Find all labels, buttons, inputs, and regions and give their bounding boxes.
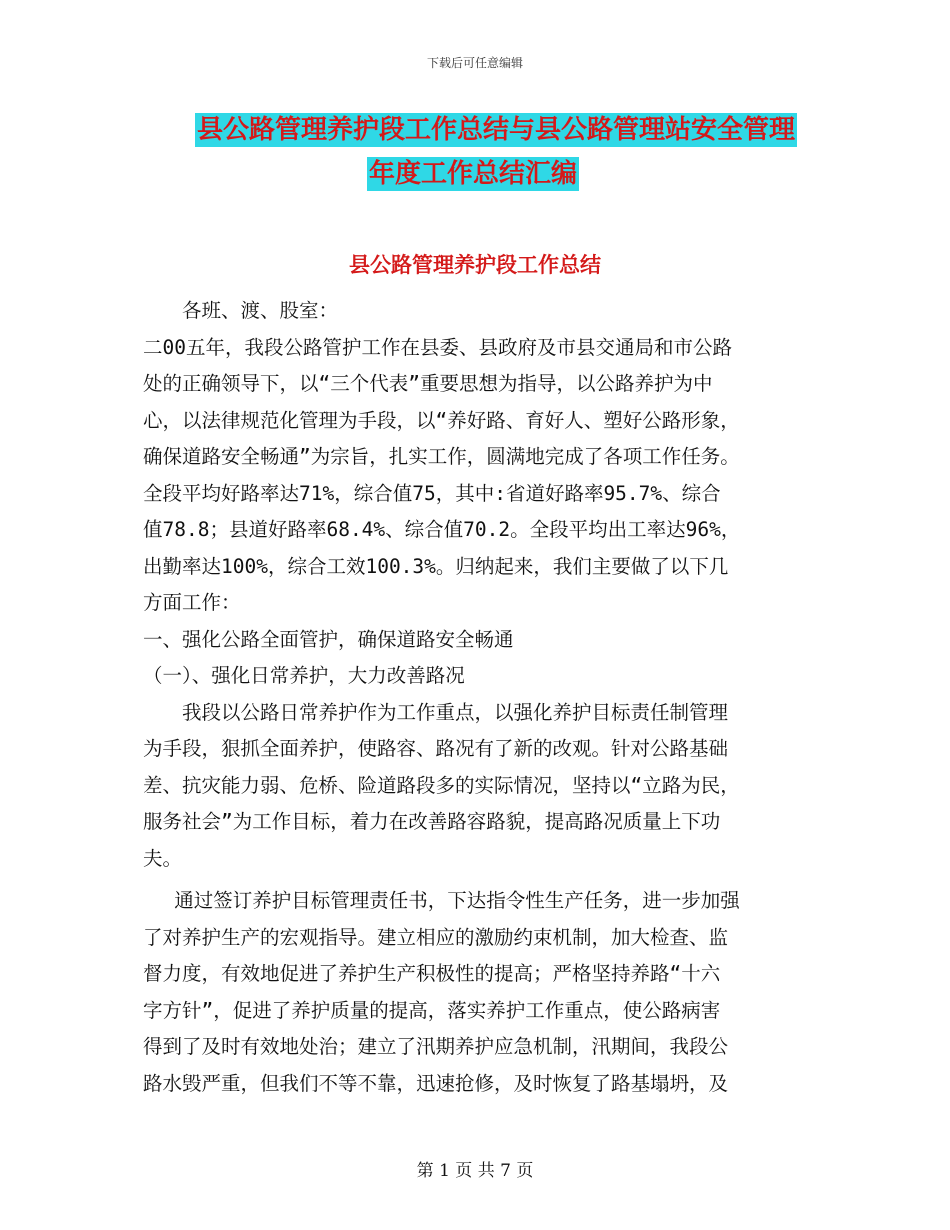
body-line: 二00五年，我段公路管护工作在县委、县政府及市县交通局和市公路 xyxy=(143,335,732,359)
body-line: 方面工作： xyxy=(143,591,241,614)
body-line: 全段平均好路率达71%，综合值75，其中:省道好路率95.7%、综合 xyxy=(143,481,721,505)
body-line: 督力度，有效地促进了养护生产积极性的提高；严格坚持养路“十六 xyxy=(143,962,721,985)
body-line: 了对养护生产的宏观指导。建立相应的激励约束机制，加大检查、监 xyxy=(143,925,729,949)
body-line: 出勤率达100%，综合工效100.3%。归纳起来，我们主要做了以下几 xyxy=(143,554,729,578)
body-line: 字方针”，促进了养护质量的提高，落实养护工作重点，使公路病害 xyxy=(143,998,721,1022)
body-line: 差、抗灾能力弱、危桥、险道路段多的实际情况，坚持以“立路为民， xyxy=(143,773,740,797)
page-footer: 第 1 页 共 7 页 xyxy=(416,1161,534,1181)
body-line: 夫。 xyxy=(143,846,183,870)
document-title-line-1: 县公路管理养护段工作总结与县公路管理站安全管理 xyxy=(197,115,796,145)
body-line: 服务社会”为工作目标，着力在改善路容路貌，提高路况质量上下功 xyxy=(143,810,721,833)
page-header: 下载后可任意编辑 xyxy=(426,56,523,70)
body-line: 确保道路安全畅通”为宗旨，扎实工作，圆满地完成了各项工作任务。 xyxy=(143,445,740,468)
body-line: （一）、强化日常养护，大力改善路况 xyxy=(143,664,465,687)
body-line: 通过签订养护目标管理责任书，下达指令性生产任务，进一步加强 xyxy=(143,889,740,912)
body-line: 一、强化公路全面管护，确保道路安全畅通 xyxy=(143,627,514,651)
body-line: 心，以法律规范化管理为手段，以“养好路、育好人、塑好公路形象， xyxy=(143,408,740,432)
body-line: 各班、渡、股室： xyxy=(143,299,339,322)
body-text-block-1 xyxy=(143,293,813,877)
body-line: 为手段，狠抓全面养护，使路容、路况有了新的改观。针对公路基础 xyxy=(143,737,729,760)
body-line: 我段以公路日常养护作为工作重点，以强化养护目标责任制管理 xyxy=(143,700,729,724)
document-title-line-2: 年度工作总结汇编 xyxy=(369,159,578,189)
section-title: 县公路管理养护段工作总结 xyxy=(349,252,601,277)
body-line: 处的正确领导下，以“三个代表”重要思想为指导，以公路养护为中 xyxy=(143,372,713,395)
body-line: 路水毁严重，但我们不等不靠，迅速抢修，及时恢复了路基塌坍，及 xyxy=(143,1071,729,1095)
body-text-block-2 xyxy=(143,883,813,1102)
body-line: 值78.8；县道好路率68.4%、综合值70.2。全段平均出工率达96%， xyxy=(143,518,741,541)
body-line: 得到了及时有效地处治；建立了汛期养护应急机制，汛期间，我段公 xyxy=(143,1035,729,1058)
